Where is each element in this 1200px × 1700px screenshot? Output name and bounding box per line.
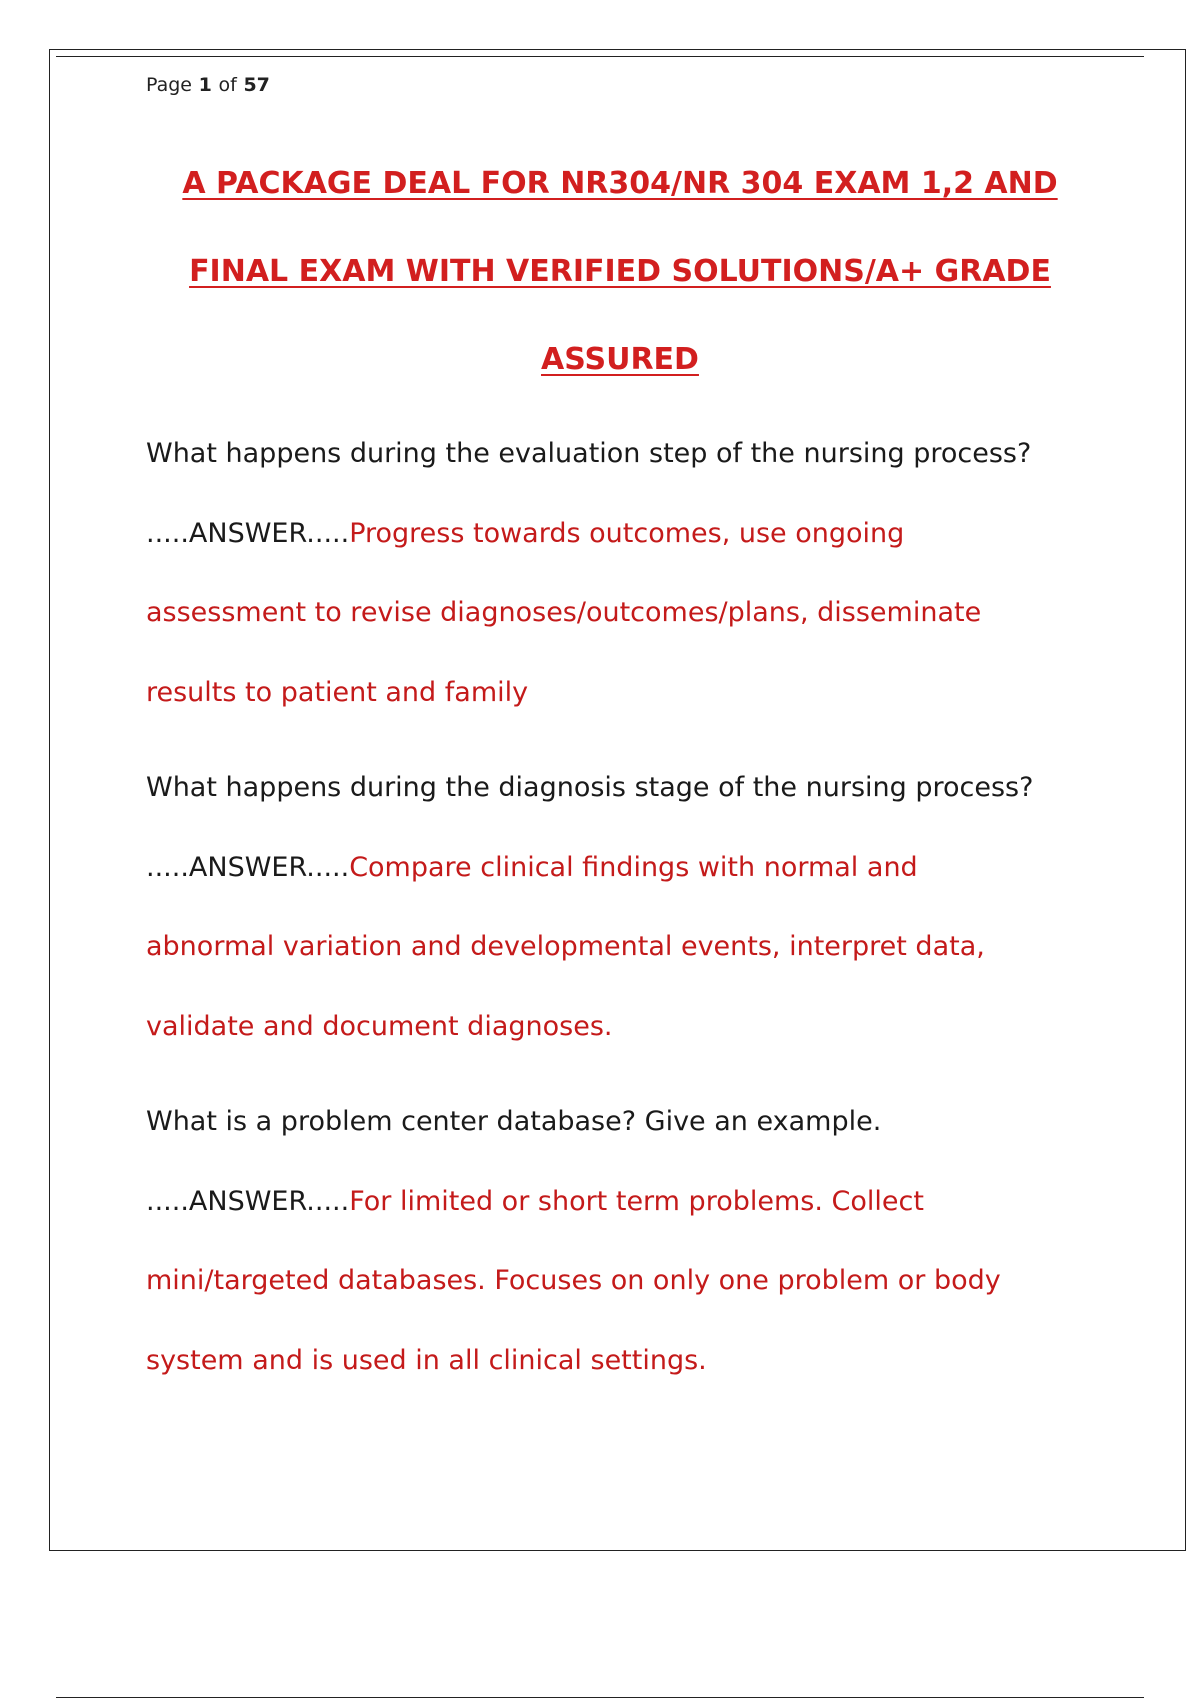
page-number [146, 74, 270, 96]
title-line-3: ASSURED [541, 342, 699, 377]
answer-text: validate and document diagnoses. [146, 1010, 613, 1042]
answer-text: Compare clinical findings with normal and [349, 851, 918, 883]
qa-item [146, 1082, 1146, 1400]
answer-text: assessment to revise diagnoses/outcomes/plans, disseminate [146, 597, 982, 628]
answer-text: Progress towards outcomes, use ongoing [349, 517, 905, 549]
question-text: What happens during the evaluation step of the nursing process? [146, 438, 1032, 469]
answer-text: For limited or short term problems. Collect [349, 1185, 924, 1217]
page-current: 1 [198, 74, 212, 96]
answer-marker: .....ANSWER..... [146, 517, 350, 549]
question-text: What is a problem center database? Give an example. [146, 1106, 882, 1137]
title-line-1: A PACKAGE DEAL FOR NR304/NR 304 EXAM 1,2 AND [182, 166, 1058, 201]
answer-text: abnormal variation and developmental events, interpret data, [146, 931, 985, 962]
answer-text: results to patient and family [146, 676, 529, 708]
bottom-rule [56, 1697, 1144, 1698]
qa-item [146, 414, 1146, 732]
page-total: 57 [243, 74, 270, 96]
question-text: What happens during the diagnosis stage of the nursing process? [146, 772, 1034, 803]
page-label: Page [146, 74, 192, 96]
answer-text: system and is used in all clinical settings. [146, 1344, 707, 1376]
answer-marker: .....ANSWER..... [146, 1185, 350, 1217]
page-of: of [218, 74, 237, 96]
document-title [100, 140, 1140, 404]
title-line-2: FINAL EXAM WITH VERIFIED SOLUTIONS/A+ GRADE [189, 254, 1051, 289]
qa-list [146, 414, 1146, 1416]
qa-item [146, 748, 1146, 1066]
answer-marker: .....ANSWER..... [146, 851, 350, 883]
answer-text: mini/targeted databases. Focuses on only one problem or body [146, 1265, 1001, 1296]
